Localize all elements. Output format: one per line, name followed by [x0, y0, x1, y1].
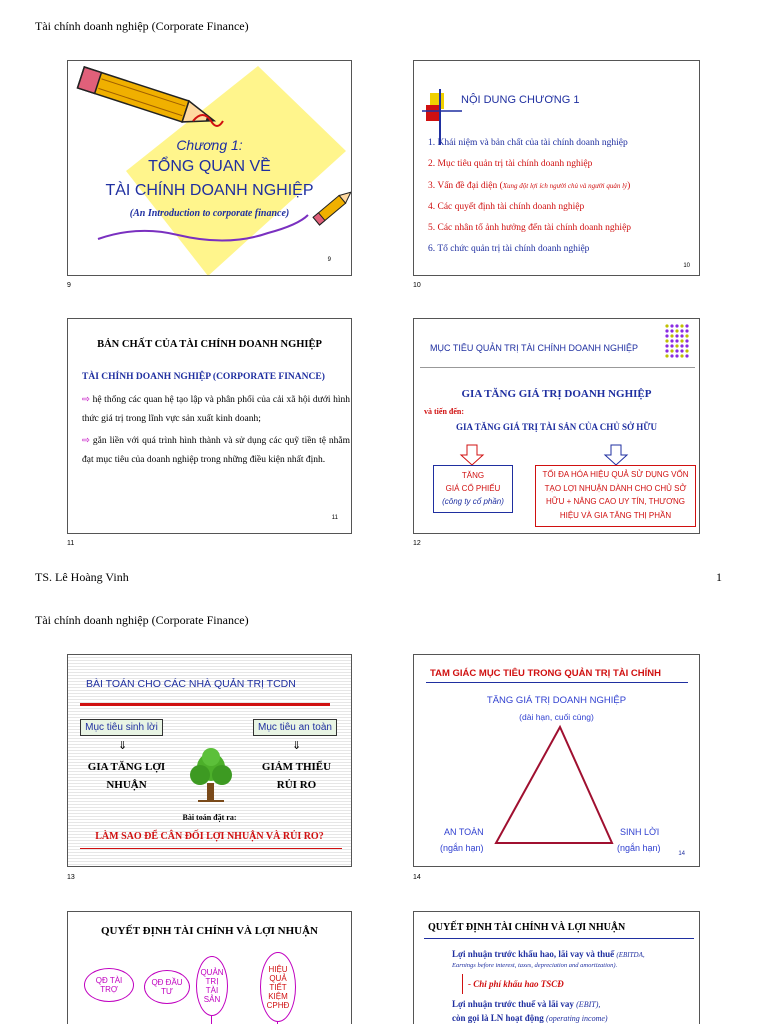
minus-depreciation-bar	[462, 974, 463, 994]
asset-mgmt-line4: SẢN	[203, 995, 221, 1004]
slide-14-inner-number: 14	[678, 851, 685, 857]
decoration-dot	[680, 344, 683, 347]
cost-eff-line5: CPHĐ	[266, 1000, 290, 1010]
left-arrow-down: ⇓	[118, 740, 128, 752]
para-2-text: gắn liền với quá trình hình thành và sử dụng các quỹ tiền tệ nhằm đạt mục tiêu của doanh nghiệp trong những điều kiện nhất định.	[82, 436, 351, 465]
maximize-efficiency-box: TỐI ĐA HÓA HIỆU QUẢ SỬ DỤNG VỐN TẠO LỢI NHUẬN DÀNH CHO CHỦ SỞ HỮU + NÂNG CAO UY TÍN, THƯƠNG HIỆU VÀ GIA TĂNG THỊ PHẦN	[535, 465, 696, 527]
cost-eff-line4: KIỆM	[268, 991, 288, 1001]
decoration-dot	[680, 324, 683, 327]
slide-15-connector-1	[211, 1016, 212, 1024]
slide-13-title: BÀI TOÁN CHO CÁC NHÀ QUẢN TRỊ TCDN	[86, 678, 296, 690]
contents-item-3-note: Xung đột lợi ích người chủ và người quản lý	[502, 181, 628, 190]
asset-management-oval	[196, 956, 228, 1016]
contents-item-6: 6. Tổ chức quản trị tài chính doanh nghiệp	[428, 244, 590, 255]
slide-13	[67, 654, 352, 867]
slide-9-inner-number: 9	[327, 257, 331, 263]
page-footer-number: 1	[716, 570, 722, 584]
right-arrow-down: ⇓	[292, 740, 302, 752]
slide-11-subtitle: TÀI CHÍNH DOANH NGHIỆP (CORPORATE FINANCE)	[82, 372, 325, 382]
reduce-risk-line2: RỦI RO	[276, 779, 317, 791]
reduce-risk-text	[244, 758, 349, 794]
problem-label: Bài toán đặt ra:	[182, 813, 237, 822]
decoration-dot	[665, 329, 668, 332]
stock-price-box	[433, 465, 513, 513]
slide-16-title-rule	[424, 938, 694, 939]
decoration-dot	[685, 349, 688, 352]
decoration-dot	[675, 349, 678, 352]
contents-item-3-end: )	[627, 180, 631, 191]
decoration-dot	[665, 349, 668, 352]
slide-14-title: TAM GIÁC MỤC TIÊU TRONG QUẢN TRỊ TÀI CHÍNH	[430, 668, 661, 679]
cost-eff-line1: HIỆU	[268, 964, 288, 974]
slide-11-para-2	[82, 432, 350, 470]
operating-income-line	[452, 1013, 608, 1023]
cost-eff-line3: TIẾT	[269, 982, 287, 992]
slide-12-sub-goal: GIA TĂNG GIÁ TRỊ TÀI SẢN CỦA CHỦ SỞ HỮU	[456, 422, 657, 432]
problem-question: LÀM SAO ĐỂ CÂN ĐỐI LỢI NHUẬN VÀ RỦI RO?	[95, 831, 324, 842]
financing-decision-oval: QĐ TÀI TRỢ	[84, 968, 134, 1002]
para-2-arrow: ⇨	[82, 436, 90, 446]
cost-eff-line2: QUẢ	[269, 973, 287, 983]
page-header-top: Tài chính doanh nghiệp (Corporate Finance)	[35, 19, 249, 33]
decoration-dot	[670, 324, 673, 327]
slide-16	[413, 911, 700, 1024]
reduce-risk-line1: GIẢM THIỂU	[261, 761, 332, 773]
para-1-text: hệ thống các quan hệ tạo lập và phân phối của cải xã hội dưới hình thức giá trị trong lĩnh vực sản xuất kinh doanh;	[82, 395, 350, 424]
slide-14-number: 14	[413, 874, 421, 881]
decoration-dot	[670, 349, 673, 352]
slide-10-title: NỘI DUNG CHƯƠNG 1	[461, 94, 580, 106]
increase-profit-line2: NHUẬN	[106, 779, 147, 791]
contents-item-2: 2. Mục tiêu quản trị tài chính doanh nghiệp	[428, 159, 593, 170]
decoration-dot	[685, 339, 688, 342]
stock-box-line2: GIÁ CỔ PHIẾU	[445, 484, 501, 493]
page-header-second: Tài chính doanh nghiệp (Corporate Finance)	[35, 613, 249, 627]
dot-grid-decoration	[664, 323, 690, 363]
slide-13-red-rule	[80, 703, 330, 706]
operating-income-label: còn gọi là LN hoạt động	[452, 1013, 544, 1023]
decoration-dot	[680, 339, 683, 342]
apex-label: TĂNG GIÁ TRỊ DOANH NGHIỆP	[486, 695, 627, 706]
ebit-label: Lợi nhuận trước thuế và lãi vay	[452, 999, 574, 1009]
safety-label: AN TOÀN	[444, 827, 484, 837]
profit-label: SINH LỜI	[620, 827, 660, 837]
decoration-dot	[680, 349, 683, 352]
decoration-dot	[665, 339, 668, 342]
cost-efficiency-oval	[260, 952, 296, 1022]
contents-item-3-text: 3. Vấn đề đại diện (	[428, 180, 503, 191]
slide-11-body	[82, 391, 350, 470]
asset-mgmt-line2: TRỊ	[205, 977, 219, 986]
slide-11-inner-number: 11	[331, 515, 338, 521]
asset-mgmt-line3: TÀI	[205, 986, 219, 995]
decoration-dot	[675, 334, 678, 337]
page-footer-author: TS. Lê Hoàng Vinh	[35, 570, 129, 584]
contents-item-3	[428, 176, 631, 197]
slide-11-para-1	[82, 391, 350, 429]
slide-10-inner-number: 10	[683, 263, 690, 269]
decoration-dot	[670, 354, 673, 357]
decoration-dot	[670, 329, 673, 332]
ebitda-label: Lợi nhuận trước khấu hao, lãi vay và thuế	[452, 949, 615, 959]
slide-9-title-line1: TỔNG QUAN VỀ	[148, 158, 271, 175]
ebitda-abbr: (EBITDA,	[616, 951, 645, 959]
safety-goal-box: Mục tiêu an toàn	[253, 719, 337, 736]
slide-10	[413, 60, 700, 276]
slide-11-title: BẢN CHẤT CỦA TÀI CHÍNH DOANH NGHIỆP	[97, 339, 322, 350]
contents-item-5: 5. Các nhân tố ảnh hưởng đến tài chính doanh nghiệp	[428, 223, 632, 234]
decoration-dot	[675, 344, 678, 347]
decoration-dot	[685, 344, 688, 347]
chapter-label: Chương 1:	[176, 137, 243, 153]
slide-10-number: 10	[413, 282, 421, 289]
decoration-dot	[670, 334, 673, 337]
slide-12-number: 12	[413, 540, 421, 547]
slide-12-and: và tiến đến:	[424, 407, 464, 416]
decoration-dot	[685, 329, 688, 332]
ebit-line	[452, 999, 600, 1009]
slide-9-number: 9	[67, 282, 71, 289]
slide-9	[67, 60, 352, 276]
profit-goal-box: Mục tiêu sinh lời	[80, 719, 163, 736]
ebitda-line	[452, 949, 645, 959]
slide-13-number: 13	[67, 874, 75, 881]
decoration-dot	[685, 354, 688, 357]
decoration-dot	[675, 354, 678, 357]
slide-9-title-line2: TÀI CHÍNH DOANH NGHIỆP	[105, 182, 314, 199]
ebitda-definition: Earnings before interest, taxes, depreciation and amortization).	[452, 962, 618, 969]
decoration-dot	[675, 339, 678, 342]
increase-profit-text	[74, 758, 179, 794]
operating-income-en: (operating income)	[546, 1014, 608, 1023]
slide-12	[413, 318, 700, 534]
slide-16-title: QUYẾT ĐỊNH TÀI CHÍNH VÀ LỢI NHUẬN	[428, 922, 626, 933]
decoration-dot	[685, 324, 688, 327]
slide-15	[67, 911, 352, 1024]
minus-depreciation: - Chi phí khấu hao TSCĐ	[468, 979, 564, 989]
slide-15-title: QUYẾT ĐỊNH TÀI CHÍNH VÀ LỢI NHUẬN	[101, 925, 318, 937]
slide-13-bottom-rule	[80, 848, 342, 849]
decoration-dot	[680, 354, 683, 357]
apex-note: (dài hạn, cuối cùng)	[519, 712, 594, 722]
decoration-dot	[665, 354, 668, 357]
asset-mgmt-line1: QUẢN	[200, 968, 224, 977]
increase-profit-line1: GIA TĂNG LỢI	[87, 761, 166, 773]
slide-12-main-goal: GIA TĂNG GIÁ TRỊ DOANH NGHIỆP	[461, 388, 652, 400]
decoration-dot	[670, 344, 673, 347]
decoration-dot	[680, 334, 683, 337]
ebit-abbr: (EBIT),	[576, 1000, 601, 1009]
decoration-dot	[685, 334, 688, 337]
stock-box-line3: (công ty cổ phần)	[442, 497, 504, 506]
slide-12-divider	[420, 367, 695, 368]
slide-9-subtitle: (An Introduction to corporate finance)	[129, 208, 290, 219]
safety-note: (ngắn hạn)	[440, 843, 484, 853]
decoration-dot	[675, 329, 678, 332]
decoration-dot	[670, 339, 673, 342]
chapter-contents-list	[428, 133, 631, 261]
slide-11	[67, 318, 352, 534]
slide-11-number: 11	[67, 540, 75, 547]
contents-item-4: 4. Các quyết định tài chính doanh nghiệp	[428, 201, 585, 212]
slide-14	[413, 654, 700, 867]
decoration-dot	[665, 324, 668, 327]
stock-box-line1: TĂNG	[461, 471, 485, 480]
decoration-dot	[665, 344, 668, 347]
slide-12-title: MỤC TIÊU QUẢN TRỊ TÀI CHÍNH DOANH NGHIỆP	[430, 343, 639, 353]
decoration-dot	[680, 329, 683, 332]
decoration-dot	[675, 324, 678, 327]
para-1-arrow: ⇨	[82, 395, 90, 405]
contents-item-1: 1. Khái niệm và bản chất của tài chính doanh nghiệp	[428, 138, 628, 148]
profit-note: (ngắn hạn)	[617, 843, 661, 853]
investment-decision-oval: QĐ ĐẦU TƯ	[144, 970, 190, 1004]
tree-icon	[188, 747, 234, 803]
decoration-dot	[665, 334, 668, 337]
